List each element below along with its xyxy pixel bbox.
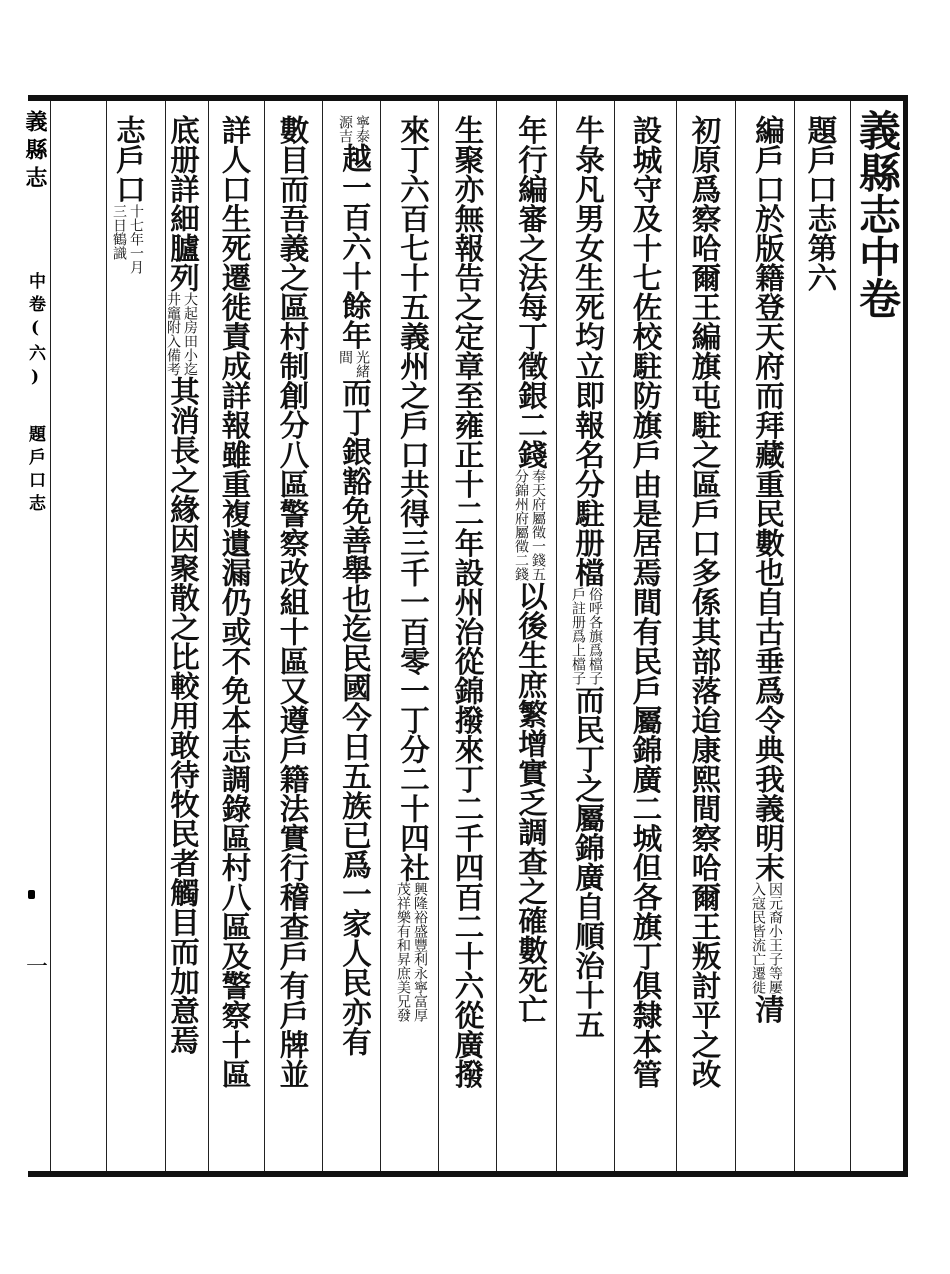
annotation-line: 源吉	[337, 115, 353, 143]
side-margin	[20, 110, 51, 517]
column-rule	[556, 101, 557, 1171]
column-text: 牛彔凡男女生死均立即報名分駐册檔	[571, 115, 606, 587]
column-text: 詳人口生死遷徙責成詳報雖重複遺漏仍或不免本志調錄區村八區及警察十區	[217, 115, 253, 1089]
text-column	[450, 115, 486, 1089]
annotation-line: 因元裔小王子等屢	[767, 882, 783, 994]
right-border	[903, 95, 908, 1177]
column-rule	[794, 101, 795, 1171]
annotation-line: 井竈附入備考	[165, 292, 181, 376]
annotation-line: 十七年一月	[128, 203, 144, 274]
text-column	[164, 115, 201, 1055]
annotation-line: 分錦州府屬徵二錢	[513, 469, 529, 581]
column-rule	[735, 101, 736, 1171]
annotation-line: 俗呼各旗爲檔子	[587, 587, 603, 685]
annotation-line: 間	[337, 349, 353, 364]
annotation-line: 茂祥樂有和昇庶美兄發	[395, 882, 411, 1022]
book-title: 義縣志中卷	[853, 109, 902, 319]
annotation	[336, 115, 370, 143]
annotation-line: 興隆裕盛豐利永寧富厚	[412, 882, 428, 1022]
column-rule	[380, 101, 381, 1171]
text-column	[275, 115, 311, 1089]
column-text: 其消長之緣因聚散之比較用敢待牧民者觸目而加意焉	[166, 376, 201, 1055]
column-text: 以後生庶繁增實乏調查之確數死亡	[514, 581, 549, 1024]
page-frame	[28, 95, 908, 1177]
annotation-line: 寧泰	[354, 115, 370, 143]
column-text: 而民丁之屬錦廣自順治十五	[571, 685, 606, 1039]
column-text: 志戶口	[112, 115, 147, 204]
text-column	[749, 115, 786, 1024]
text-column	[394, 115, 431, 1022]
section-heading: 題戶口志第六	[803, 115, 839, 292]
page-number: 一	[26, 955, 49, 980]
annotation	[749, 882, 783, 994]
column-text: 而丁銀豁免善舉也迄民國今日五族已爲一家人民亦有	[338, 377, 373, 1056]
column-text: 越一百六十餘年	[338, 143, 373, 350]
text-column	[569, 115, 606, 1039]
annotation	[569, 587, 603, 685]
annotation	[110, 204, 144, 274]
annotation	[336, 350, 370, 378]
column-text: 數目而吾義之區村制創分八區警察改組十區又遵戶籍法實行稽查戶有戶牌並	[275, 115, 311, 1089]
text-column	[336, 115, 373, 1056]
annotation	[394, 882, 428, 1022]
top-border	[28, 95, 908, 101]
text-column	[687, 115, 723, 1089]
column-text: 生聚亦無報告之定章至雍正十二年設州治從錦撥來丁二千四百二十六從廣撥	[450, 115, 486, 1089]
text-column	[512, 115, 549, 1024]
column-rule	[850, 101, 851, 1171]
side-section: 題戶口志	[25, 425, 45, 517]
column-text: 清	[751, 994, 786, 1024]
column-rule	[322, 101, 323, 1171]
text-column	[628, 115, 664, 1089]
annotation-line: 三日鶴識	[111, 203, 127, 260]
column-text: 底册詳細臚列	[166, 115, 201, 292]
column-text: 設城守及十七佐校駐防旗戶由是居焉間有民戶屬錦廣二城但各旗丁俱隸本管	[628, 115, 664, 1089]
column-rule	[496, 101, 497, 1171]
column-text: 年行編審之法每丁徵銀二錢	[514, 115, 549, 469]
column-rule	[264, 101, 265, 1171]
column-rule	[106, 101, 107, 1171]
column-rule	[208, 101, 209, 1171]
text-column	[110, 115, 147, 274]
side-book-title: 義縣志	[22, 110, 48, 194]
annotation-line: 大起房田小迄	[182, 292, 198, 376]
side-volume-marker: 中卷(六)	[25, 272, 45, 393]
bottom-border	[28, 1171, 908, 1177]
annotation-line: 戶註册爲上檔子	[570, 587, 586, 685]
annotation	[164, 292, 198, 376]
column-rule	[676, 101, 677, 1171]
annotation-line: 入寇民皆流亡遷徙	[750, 882, 766, 994]
column-text: 初原爲察哈爾王編旗屯駐之區戶口多係其部落迨康熙間察哈爾王叛討平之改	[687, 115, 723, 1089]
margin-mark	[28, 890, 35, 899]
text-column	[217, 115, 253, 1089]
annotation	[512, 469, 546, 581]
column-text: 編戶口於版籍登天府而拜藏重民數也自古垂爲令典我義明末	[751, 115, 786, 882]
annotation-line: 奉天府屬徵一錢五	[530, 469, 546, 581]
column-rule	[614, 101, 615, 1171]
annotation-line: 光緒	[354, 349, 370, 378]
column-text: 來丁六百七十五義州之戶口共得三千一百零一丁分二十四社	[396, 115, 431, 882]
column-rule	[438, 101, 439, 1171]
